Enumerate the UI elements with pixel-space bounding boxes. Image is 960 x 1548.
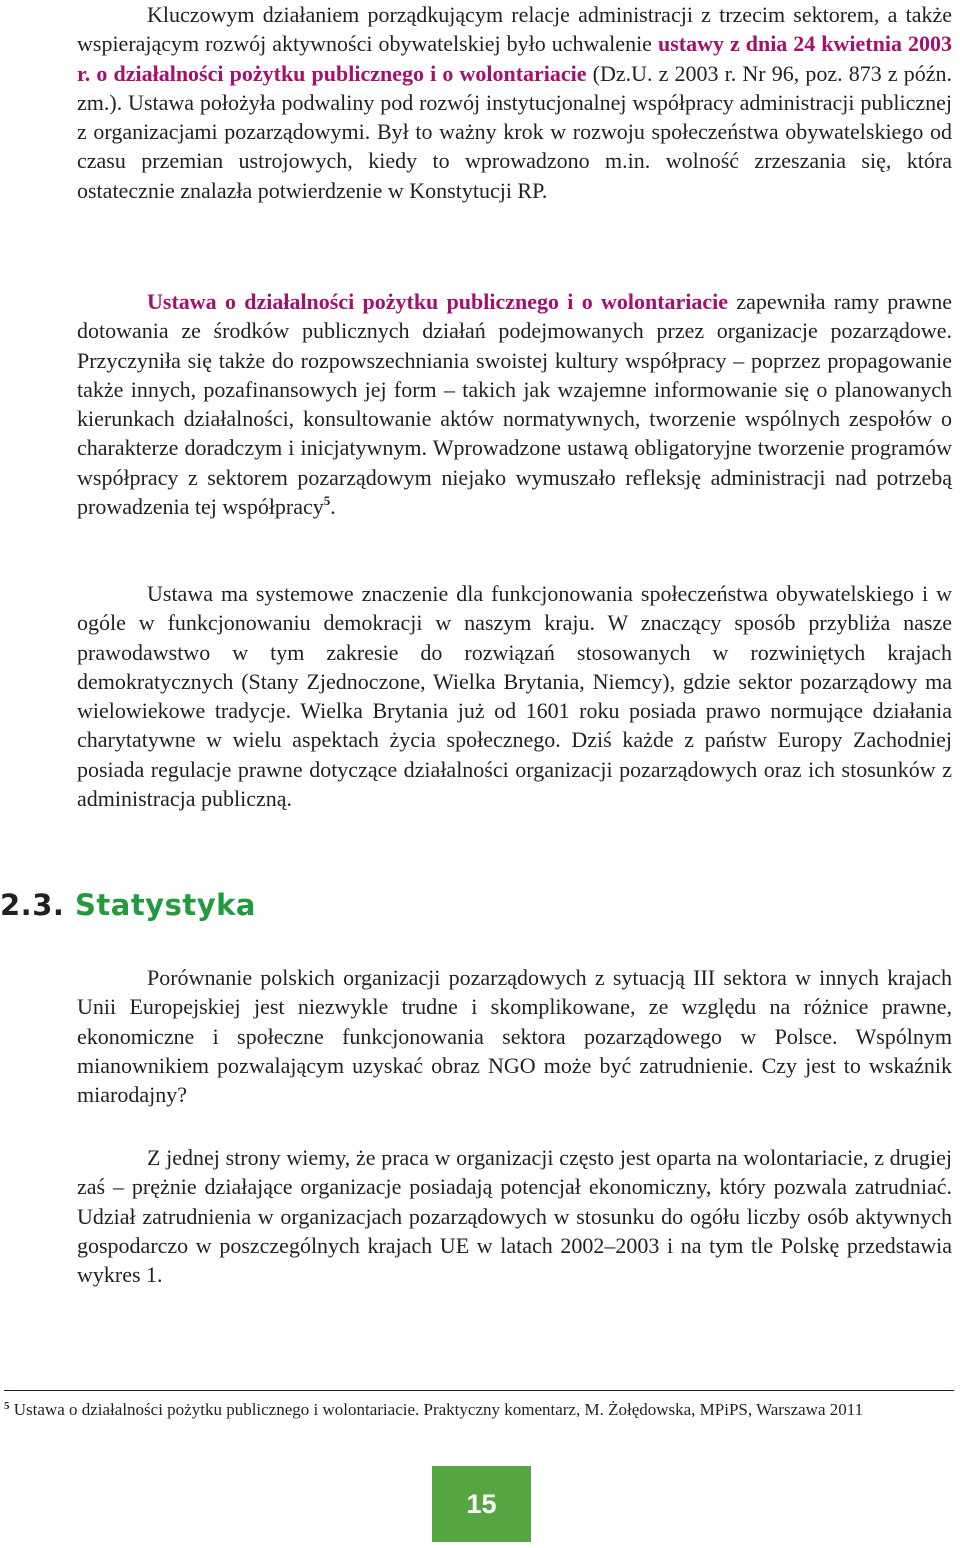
section-heading — [0, 888, 256, 922]
para1-tail: (Dz.U. z 2003 r. Nr 96, poz. 873 z późn. zm.). Ustawa położyła podwaliny pod rozwój instytucjonalnej współpracy administracji publicznej z organizacjami pozarządowymi. Był to ważny krok w rozwoju społeczeństwa obywatelskiego od czasu przemian ustrojowych, kiedy to wprowadzono m.in. wolność zrzeszania się, która ostatecznie znalazła potwierdzenie w Konstytucji RP. — [77, 60, 952, 203]
footnote-text: Ustawa o działalności pożytku publicznego i wolontariacie. Praktyczny komentarz, M. Żołędowska, MPiPS, Warszawa 2011 — [13, 1400, 864, 1419]
footnote-divider — [4, 1390, 954, 1391]
section-title: Statystyka — [75, 888, 256, 922]
paragraph-legislation-intro — [77, 0, 952, 205]
paragraph-act-framework — [77, 287, 952, 524]
page-number-badge — [432, 1466, 531, 1542]
act-name-highlight: ustawy z dnia 24 kwietnia 2003 r. o działalności pożytku publicznego i o wolontariacie — [77, 31, 952, 86]
para2-end: . — [330, 494, 336, 520]
footnote-reference[interactable]: 5 — [323, 493, 331, 509]
para1-lead: Kluczowym działaniem porządkującym relacje administracji z trzecim sektorem, a także wspierającym rozwój aktywności obywatelskiej było uchwalenie — [77, 2, 952, 57]
footnote — [4, 1398, 934, 1424]
page-number: 15 — [466, 1488, 497, 1519]
footnote-number: 5 — [4, 1400, 10, 1412]
paragraph-comparison: Porównanie polskich organizacji pozarządowych z sytuacją III sektora w innych krajach Unii Europejskiej jest niezwykle trudne i skomplikowane, ze względu na różnice prawne, ekonomiczne i społeczne funkcjonowania sektora pozarządowego w Polsce. Wspólnym mianownikiem pozwalającym uzyskać obraz NGO może być zatrudnienie. Czy jest to wskaźnik miarodajny? — [77, 965, 952, 1108]
paragraph-systemic-significance: Ustawa ma systemowe znaczenie dla funkcjonowania społeczeństwa obywatelskiego i w ogóle w funkcjonowaniu demokracji w naszym kraju. W znaczący sposób przybliża nasze prawodawstwo w tym zakresie do rozwiązań stosowanych w rozwiniętych krajach demokratycznych (Stany Zjednoczone, Wielka Brytania, Niemcy), gdzie sektor pozarządowy ma wielowiekowe tradycje. Wielka Brytania już od 1601 roku posiada prawo normujące działania charytatywne w wielu aspektach życia społecznego. Dziś każde z państw Europy Zachodniej posiada regulacje prawne dotyczące działalności organizacji pozarządowych oraz ich stosunków z administracja publiczną. — [77, 581, 952, 812]
paragraph-employment: Z jednej strony wiemy, że praca w organizacji często jest oparta na wolontariacie, z drugiej zaś – prężnie działające organizacje posiadają potencjał ekonomiczny, który pozwala zatrudniać. Udział zatrudnienia w organizacjach pozarządowych w stosunku do ogółu liczby osób aktywnych gospodarczo w poszczególnych krajach UE w latach 2002–2003 i na tym tle Polskę przedstawia wykres 1. — [77, 1145, 952, 1288]
para2-tail: zapewniła ramy prawne dotowania ze środków publicznych działań podejmowanych przez organizacje pozarządowe. Przyczyniła się także do rozpowszechniania swoistej kultury współpracy – poprzez propagowanie także innych, pozafinansowych jej form – takich jak wzajemne informowanie się o planowanych kierunkach działalności, konsultowanie aktów normatywnych, tworzenie wspólnych zespołów o charakterze doradczym i inicjatywnym. Wprowadzone ustawą obligatoryjne tworzenie programów współpracy z sektorem pozarządowym niejako wymuszało refleksję administracji nad potrzebą prowadzenia tej współpracy — [77, 289, 953, 520]
act-title-highlight: Ustawa o działalności pożytku publicznego i o wolontariacie — [147, 289, 729, 314]
section-number: 2.3. — [0, 888, 65, 922]
